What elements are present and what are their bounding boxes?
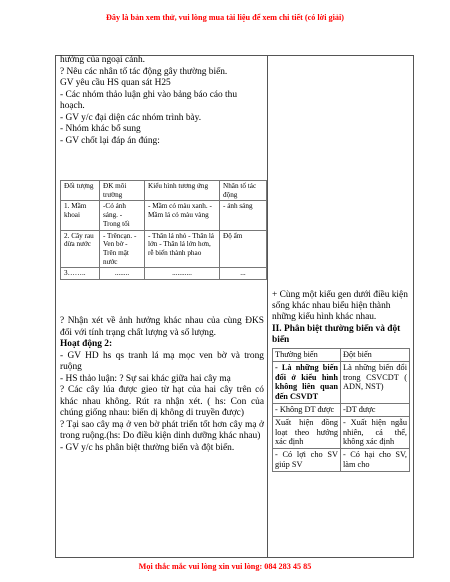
table-cell: Độ ẩm xyxy=(220,230,267,268)
table-cell: - Thân lá nhỏ - Thân lá lớn - Thân lá lớn hơn, rễ biến thành phao xyxy=(145,230,220,268)
table-cell: - ánh sáng xyxy=(220,201,267,230)
left-upper-text xyxy=(60,55,264,147)
table-cell: Xuất hiện đồng loạt theo hướng xác định xyxy=(273,416,341,448)
top-banner: Đây là bản xem thử, vui lòng mua tài liệu để xem chi tiết (có lời giải) xyxy=(105,13,344,22)
activity-heading: Hoạt động 2: xyxy=(60,339,113,349)
table-cell: 2. Cây rau dừa nước xyxy=(61,230,100,268)
question: ? Nêu các nhân tố tác động gây thường biến. xyxy=(60,66,228,77)
question: ? Tại sao cây mạ ở ven bờ phát triển tốt hơn cây mạ ở trong ruộng.(hs: Do điều kiện dinh dưỡng khác nhau) xyxy=(60,419,264,441)
header-cell: Nhân tố tác động xyxy=(220,181,267,201)
paragraph: - Nhóm khác bổ sung xyxy=(60,124,141,134)
paragraph: - Các nhóm thảo luận ghi vào bảng báo cáo thu hoạch. xyxy=(60,89,238,111)
table-row xyxy=(273,361,410,403)
column-divider xyxy=(267,55,268,558)
table-row xyxy=(273,404,410,417)
paragraph: - GV y/c đại diện các nhóm trình bày. xyxy=(60,112,202,123)
table-cell: -Có ánh sáng. - Trong tối xyxy=(100,201,145,230)
header-cell: Đột biến xyxy=(341,349,410,362)
table-cell: ........ xyxy=(100,268,145,280)
conclusion-note: + Cùng một kiểu gen dưới điều kiện sống khác nhau biểu hiện thành những kiểu hình khác nhau. xyxy=(272,290,408,323)
bottom-banner: Mọi thắc mắc vui lòng xin vui lòng: 084 283 45 85 xyxy=(138,562,312,571)
table-cell: - Có hại cho SV, làm cho xyxy=(341,449,410,472)
table-cell: 3…….. xyxy=(61,268,100,280)
table-cell: - Không DT được xyxy=(273,404,341,417)
right-column xyxy=(272,290,412,472)
header-cell: Thường biến xyxy=(273,349,341,362)
table-row xyxy=(61,230,267,268)
table-cell: - Mầm có màu xanh. - Mầm lá có màu vàng xyxy=(145,201,220,230)
table-cell: ... xyxy=(220,268,267,280)
paragraph: GV yêu cầu HS quan sát H25 xyxy=(60,78,171,88)
left-lower-text xyxy=(60,316,264,454)
paragraph: - GV HD hs qs tranh lá mạ mọc ven bờ và trong ruộng xyxy=(60,350,264,372)
question: ? Nhận xét về ảnh hưởng khác nhau của cùng ĐKS đối với tính trạng chất lượng và số lượng. xyxy=(60,316,264,338)
environment-effects-table xyxy=(60,180,267,280)
section-heading: II. Phân biệt thường biến và đột biến xyxy=(272,323,401,345)
table-row xyxy=(61,201,267,230)
table-cell: Là những biến đổi trong CSVCDT ( ADN, NST) xyxy=(341,361,410,403)
header-cell: ĐK môi trường xyxy=(100,181,145,201)
table-cell: -DT được xyxy=(341,404,410,417)
table-row xyxy=(273,416,410,448)
table-row xyxy=(273,449,410,472)
table-cell: - Có lợi cho SV giúp SV xyxy=(273,449,341,472)
question: ? Các cây lúa được gieo từ hạt của hai cây trên có khác nhau không. Rút ra nhận xét. ( hs: Con của chúng giống nhau: biến dị không di truyền được) xyxy=(60,385,264,418)
paragraph: - GV y/c hs phân biệt thường biến và đột biến. xyxy=(60,442,235,453)
paragraph: hưởng của ngoại cảnh. xyxy=(60,55,146,65)
header-cell: Kiểu hình tương ứng xyxy=(145,181,220,201)
paragraph: - HS thảo luận: ? Sự sai khác giữa hai cây mạ xyxy=(60,373,231,384)
variation-comparison-table xyxy=(272,348,410,472)
table-row xyxy=(61,268,267,280)
table-cell: - Xuất hiện ngẫu nhiên, cá thể, không xác định xyxy=(341,416,410,448)
paragraph: - GV chốt lại đáp án đúng: xyxy=(60,135,160,146)
header-cell: Đối tượng xyxy=(61,181,100,201)
table-cell: - Là những biến đổi ở kiểu hình không liên quan đến CSVDT xyxy=(273,361,341,403)
table-header-row xyxy=(273,349,410,362)
table-cell: ........... xyxy=(145,268,220,280)
table-cell: 1. Mầm khoai xyxy=(61,201,100,230)
table-header-row xyxy=(61,181,267,201)
table-cell: - Trêncạn. - Ven bờ - Trên mặt nước xyxy=(100,230,145,268)
